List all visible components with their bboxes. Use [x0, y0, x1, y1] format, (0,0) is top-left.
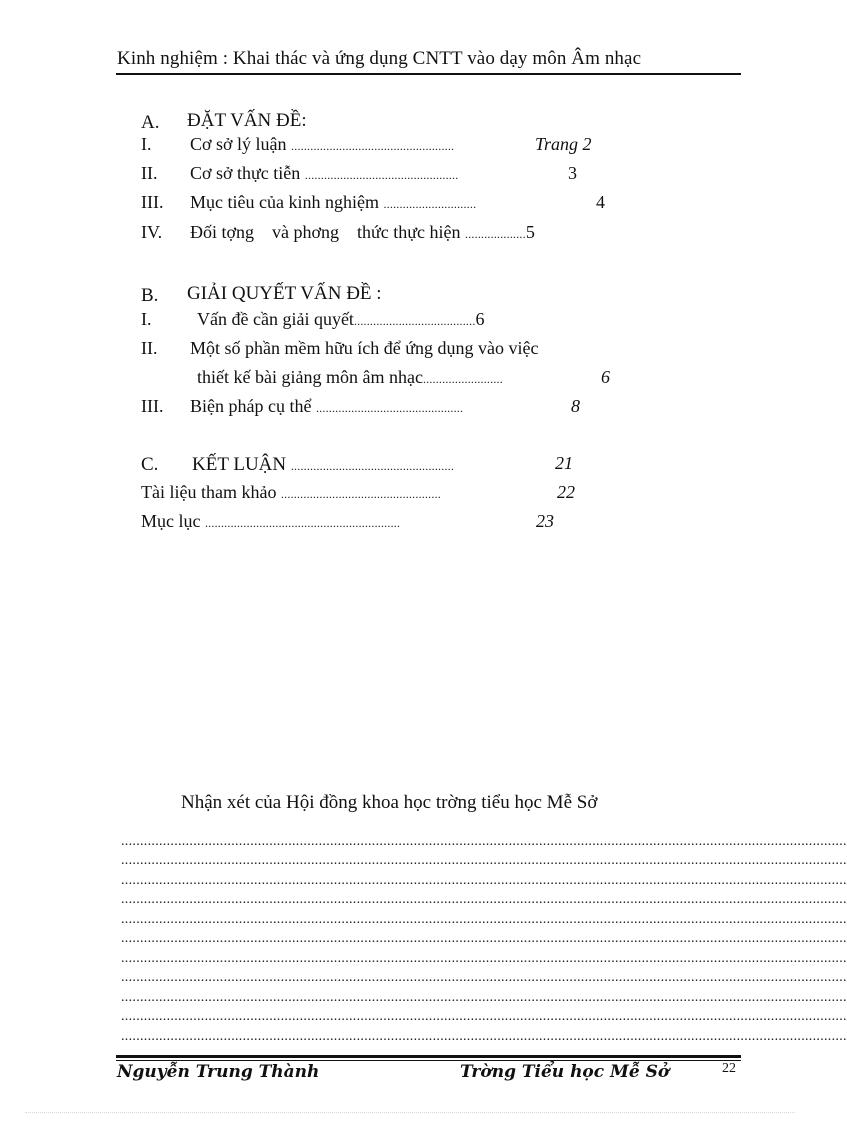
toc-references-page: 22 — [557, 482, 575, 502]
page-bottom-border — [25, 1112, 795, 1113]
toc-contents-dots: ............................................................. — [204, 516, 401, 530]
comment-line[interactable]: ............................................................................................................................................................................................... — [121, 1029, 847, 1044]
toc-b2-page: 6 — [601, 367, 610, 387]
toc-a1-page: Trang 2 — [535, 134, 592, 154]
comment-line[interactable]: ............................................................................................................................................................................................... — [121, 912, 847, 927]
toc-a2-text: Cơ sở thực tiễn ................................................ — [190, 163, 459, 183]
toc-a2-num: II. — [141, 163, 158, 183]
toc-a4-page: 5 — [525, 222, 535, 242]
section-a-letter: A. — [141, 112, 160, 133]
footer-page-number: 22 — [722, 1061, 736, 1076]
toc-a1-dots: ................................................... — [291, 139, 455, 153]
comment-line[interactable]: ............................................................................................................................................................................................... — [121, 970, 847, 985]
section-c-title: KẾT LUẬN ................................................... — [192, 454, 455, 475]
toc-a1-text: Cơ sở lý luận ................................................... — [190, 134, 455, 154]
toc-a2-dots: ................................................ — [304, 168, 459, 182]
section-b-letter: B. — [141, 285, 159, 306]
footer-school: Trờng Tiểu học Mễ Sở — [460, 1062, 670, 1082]
toc-a4-text: Đối tợng và phơng thức thực hiện ...................5 — [190, 222, 535, 242]
toc-a3-page: 4 — [596, 192, 605, 212]
toc-b1-page: 6 — [475, 309, 485, 329]
toc-b2-dots: ......................... — [422, 372, 503, 386]
section-a-title: ĐẶT VẤN ĐỀ: — [187, 110, 307, 131]
toc-b2-num: II. — [141, 338, 158, 358]
toc-b3-num: III. — [141, 396, 164, 416]
toc-a3-num: III. — [141, 192, 164, 212]
comment-line[interactable]: ............................................................................................................................................................................................... — [121, 873, 847, 888]
comment-line[interactable]: ............................................................................................................................................................................................... — [121, 892, 847, 907]
comment-line[interactable]: ............................................................................................................................................................................................... — [121, 951, 847, 966]
toc-a1-num: I. — [141, 134, 152, 154]
toc-b3-text: Biện pháp cụ thể .............................................. — [190, 396, 464, 416]
toc-contents-page: 23 — [536, 511, 554, 531]
comment-line[interactable]: ............................................................................................................................................................................................... — [121, 853, 847, 868]
section-c-dots: ................................................... — [290, 459, 455, 473]
toc-b1-num: I. — [141, 309, 152, 329]
toc-a4-num: IV. — [141, 222, 163, 242]
footer-author: Nguyễn Trung Thành — [117, 1062, 320, 1082]
header-rule — [116, 73, 741, 75]
toc-b1-dots: ...................................... — [353, 314, 476, 328]
toc-b3-dots: .............................................. — [315, 401, 464, 415]
comment-title: Nhận xét của Hội đồng khoa học trờng tiểu học Mễ Sở — [181, 792, 598, 813]
comment-line[interactable]: ............................................................................................................................................................................................... — [121, 990, 847, 1005]
header-title: Kinh nghiệm : Khai thác và ứng dụng CNTT vào dạy môn Âm nhạc — [117, 48, 642, 69]
toc-a4-dots: ................... — [465, 227, 526, 241]
toc-a2-page: 3 — [568, 163, 577, 183]
comment-line[interactable]: ............................................................................................................................................................................................... — [121, 834, 847, 849]
footer-rule-thin — [116, 1060, 741, 1061]
footer-rule — [116, 1055, 741, 1058]
toc-b3-page: 8 — [571, 396, 580, 416]
toc-references: Tài liệu tham khảo .................................................. — [141, 482, 441, 502]
section-c-letter: C. — [141, 454, 159, 475]
comment-line[interactable]: ............................................................................................................................................................................................... — [121, 1009, 847, 1024]
section-c-page: 21 — [555, 453, 573, 473]
toc-a3-dots: ............................. — [383, 197, 477, 211]
toc-contents: Mục lục ............................................................. — [141, 511, 401, 531]
toc-b2-text: Một số phần mềm hữu ích để ứng dụng vào việc — [190, 338, 539, 358]
section-b-title: GIẢI QUYẾT VẤN ĐỀ : — [187, 283, 382, 304]
toc-a3-text: Mục tiêu của kinh nghiệm ............................. — [190, 192, 477, 212]
toc-b2-text-continued: thiết kế bài giảng môn âm nhạc......................... — [197, 367, 503, 387]
toc-b1-text: Vấn đề cần giải quyết......................................6 — [197, 309, 485, 329]
toc-references-dots: .................................................. — [280, 487, 441, 501]
comment-line[interactable]: ............................................................................................................................................................................................... — [121, 931, 847, 946]
